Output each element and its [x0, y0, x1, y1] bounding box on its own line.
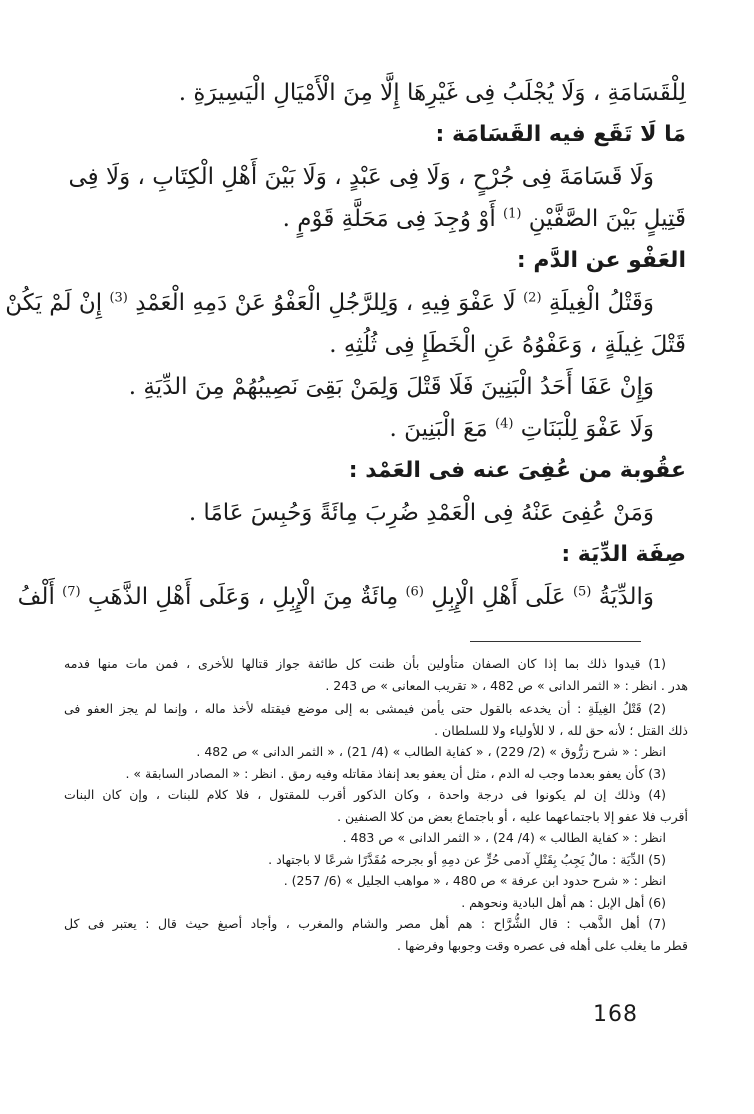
footnote-line: انظر : « كفاية الطالب » (4/ 24) ، « الثمر الدانى » ص 483 .	[342, 830, 666, 845]
footnote-ref[interactable]: (5)	[572, 584, 592, 600]
footnote-line: (6) أهل الإبل : هم أهل البادية ونحوهم .	[461, 894, 666, 910]
text-segment: لَا عَفْوَ فِيهِ ، وَلِلرَّجُلِ الْعَفْوُ عَنْ دَمِهِ الْعَمْدِ	[135, 290, 516, 316]
text-segment: وَإِنْ عَفَا أَحَدُ الْبَنِينَ فَلَا قَتْلَ وَلِمَنْ بَقِىَ نَصِيبُهُمْ مِنَ الدِّيَةِ .	[128, 374, 654, 400]
footnote-line: أقرب فلا عفو إلا باجتماعهما عليه ، أو باجتماع بعض من كلا الصنفين .	[337, 808, 688, 824]
text-line	[70, 162, 686, 204]
footnote-divider	[470, 641, 641, 642]
page-number: 168	[593, 1002, 638, 1027]
text-segment: وَلَا عَفْوَ لِلْبَنَاتِ	[520, 416, 654, 442]
section-heading: عقُوبة من عُفِىَ عنه فى العَمْد :	[348, 458, 686, 483]
footnote-ref[interactable]: (2)	[523, 290, 542, 306]
text-segment: وَالدِّيَةُ	[598, 584, 654, 610]
text-segment: وَمَنْ عُفِىَ عَنْهُ فِى الْعَمْدِ ضُرِبَ مِائَةً وَحُبِسَ عَامًا .	[188, 500, 654, 526]
text-line	[5, 288, 686, 330]
footnote-line: (7) أهل الذَّهب : قال الشُّرَّاح : هم أهل مصر والشام والمغرب ، وأجاد أصبغ حيث قال : يعتبر فى كل	[64, 916, 666, 931]
text-segment: عَلَى أَهْلِ الْإِبِلِ	[431, 584, 566, 610]
text-line	[70, 204, 686, 246]
footnote-line: انظر : « شرح زرُّوق » (2/ 229) ، « كفاية الطالب » (4/ 21) ، « الثمر الدانى » ص 482 .	[196, 744, 666, 759]
text-line	[70, 372, 686, 414]
section-heading: العَفْو عن الدَّم :	[516, 248, 686, 273]
footnote-line: (4) وذلك إن لم يكونوا فى درجة واحدة ، وكان الذكور أقرب للمقتول ، فلا كلام للبنات ، وإن كان البنات	[64, 787, 666, 802]
section-heading: صِفَة الدِّيَة :	[561, 542, 686, 567]
text-line	[70, 78, 686, 120]
footnote-line: (1) قيدوا ذلك بما إذا كان الصفان متأولين بأن ظنت كل طائفة جواز قتالها للأخرى ، فمن مات منها فدمه	[64, 656, 666, 671]
footnote-line: انظر : « شرح حدود ابن عرفة » ص 480 ، « مواهب الجليل » (6/ 257) .	[283, 873, 666, 888]
footnote-line: ذلك القتل ؛ لأنه حق لله ، لا للأولياء ولا للسلطان .	[434, 722, 688, 738]
text-segment: لِلْقَسَامَةِ ، وَلَا يُجْلَبُ فِى غَيْرِهَا إِلَّا مِنَ الْأَمْيَالِ الْيَسِيرَةِ .	[178, 80, 686, 106]
footnote-line: هدر . انظر : « الثمر الدانى » ص 482 ، « تقريب المعانى » ص 243 .	[325, 677, 688, 693]
text-segment: قَتْلَ غِيلَةٍ ، وَعَفْوُهُ عَنِ الْخَطَإِ فِى ثُلُثِهِ .	[329, 332, 686, 358]
footnote-line: (2) قَتْلُ الغِيلَةِ : أن يخدعه بالقول حتى يأمن فيمشى به إلى موضع فيقتله لأخذ ماله ، وإنما لم يجز العفو فى	[64, 701, 666, 716]
footnotes	[64, 654, 688, 957]
text-segment: مَعَ الْبَنِينَ .	[389, 416, 488, 442]
section-heading: مَا لَا تَقَع فيه القَسَامَة :	[435, 122, 686, 147]
footnote-ref[interactable]: (7)	[62, 584, 81, 600]
text-line	[17, 582, 686, 624]
footnote-line: قطر ما يغلب على أهله فى عصره وقت وجوبها وفرضها .	[397, 937, 688, 953]
footnote-ref[interactable]: (6)	[405, 584, 424, 600]
text-segment: وَقَتْلُ الْغِيلَةِ	[548, 290, 654, 316]
footnote-line: (5) الدِّيَة : مالٌ يَجِبُ بِقَتْلِ آدمى حُرٍّ عن دمِهِ أو بجرحه مُقَدَّرًا شرعًا لا باجتهاد .	[268, 851, 666, 867]
text-segment: إِنْ لَمْ يَكُنْ	[5, 290, 103, 316]
text-segment: قَتِيلٍ بَيْنَ الصَّفَّيْنِ	[528, 206, 686, 232]
text-segment: أَوْ وُجِدَ فِى مَحَلَّةِ قَوْمٍ .	[282, 206, 496, 232]
text-segment: أَلْفُ	[17, 584, 55, 610]
footnote-ref[interactable]: (1)	[503, 206, 522, 222]
main-text	[5, 78, 686, 624]
footnote-line: (3) كأن يعفو بعدما وجب له الدم ، مثل أن يعفو بعد إنفاذ مقاتله وفيه رمق . انظر : « المصادر السابقة » .	[125, 765, 666, 781]
text-segment: وَلَا قَسَامَةَ فِى جُرْحٍ ، وَلَا فِى عَبْدٍ ، وَلَا بَيْنَ أَهْلِ الْكِتَابِ ، وَلَا فِى	[68, 164, 654, 190]
text-line	[70, 330, 686, 372]
footnote-ref[interactable]: (4)	[495, 416, 514, 432]
text-line	[70, 414, 686, 456]
footnote-ref[interactable]: (3)	[109, 290, 128, 306]
text-line	[70, 498, 686, 540]
text-segment: مِائَةٌ مِنَ الْإِبِلِ ، وَعَلَى أَهْلِ الذَّهَبِ	[87, 584, 399, 610]
